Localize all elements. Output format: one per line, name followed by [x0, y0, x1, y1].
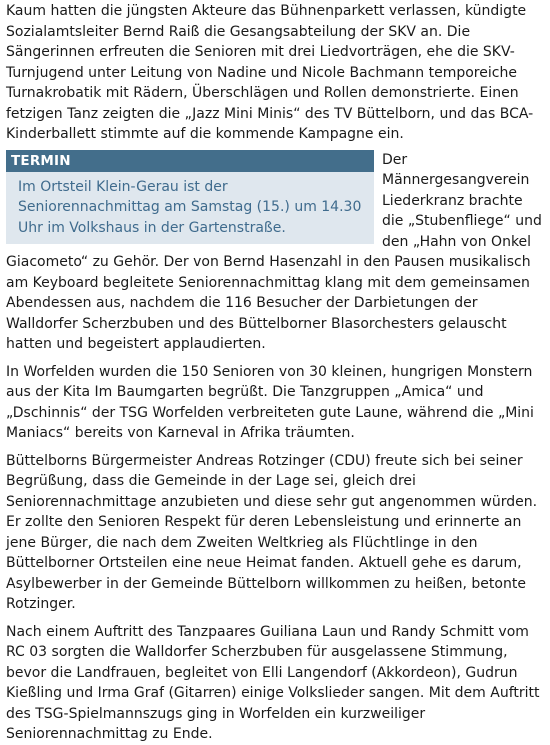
paragraph-performances: Kaum hatten die jüngsten Akteure das Bühnenparkett verlassen, kündigte Sozialamtsleiter Bernd Raiß die Gesangsabteilung der SKV an. Die Sängerinnen erfreuten die Senioren mit drei Liedvorträgen, ehe die SKV-Turnjugend unter Leitung von Nadine und Nicole Bachmann temporeiche Turnakrobatik mit Rädern, Überschlägen und Rollen demonstrierte. Einen fetzigen Tanz zeigten die „Jazz Mini Minis“ des TV Büttelborn, und das BCA-Kinderballett stimmte auf die kommende Kampagne ein. [6, 3, 534, 142]
termin-heading: TERMIN [6, 150, 374, 172]
paragraph-maennergesangverein: Der Männergesangverein Liederkranz brachte die „Stubenfliege“ und den „Hahn von Onkel Giacometo“ zu Gehör. Der von Bernd Hasenzahl in den Pausen musikalisch am Keyboard begleitete Seniorennachmittag klang mit dem gemeinsamen Abendessen aus, nachdem die 116 Besucher der Darbietungen der Walldorfer Scherzbuben und des Büttelborner Blasorchesters gelauscht hatten und begeistert applaudierten. [6, 151, 542, 352]
paragraph-closing: Nach einem Auftritt des Tanzpaares Guiliana Laun und Randy Schmitt vom RC 03 sorgten die Walldorfer Scherzbuben für ausgelassene Stimmung, bevor die Landfrauen, begleitet von Elli Langendorf (Akkordeon), Gudrun Kießling und Irma Graf (Gitarren) einige Volkslieder sangen. Mit dem Auftritt des TSG-Spielmannszugs ging in Worfelden ein kurzweiliger Seniorennachmittag zu Ende. [6, 623, 540, 742]
paragraph-worfelden: In Worfelden wurden die 150 Senioren von 30 kleinen, hungrigen Monstern aus der Kita Im Baumgarten begrüßt. Die Tanzgruppen „Amica“ und „Dschinnis“ der TSG Worfelden verbreiteten gute Laune, während die „Mini Maniacs“ bereits von Karneval in Afrika träumten. [6, 363, 534, 441]
termin-box [6, 150, 374, 245]
paragraph-buergermeister: Büttelborns Bürgermeister Andreas Rotzinger (CDU) freute sich bei seiner Begrüßung, dass die Gemeinde in der Lage sei, gleich drei Seniorennachmittage anzubieten und diese sehr gut angenommen würden. Er zollte den Senioren Respekt für deren Lebensleistung und erinnerte an jene Bürger, die nach dem Zweiten Weltkrieg als Flüchtlinge in den Büttelborner Ortsteilen eine neue Heimat fanden. Aktuell gehe es darum, Asylbewerber in der Gemeinde Büttelborn willkommen zu heißen, betonte Rotzinger. [6, 452, 538, 612]
termin-text: Im Ortsteil Klein-Gerau ist der Seniorennachmittag am Samstag (15.) um 14.30 Uhr im Volkshaus in der Gartenstraße. [6, 172, 374, 245]
